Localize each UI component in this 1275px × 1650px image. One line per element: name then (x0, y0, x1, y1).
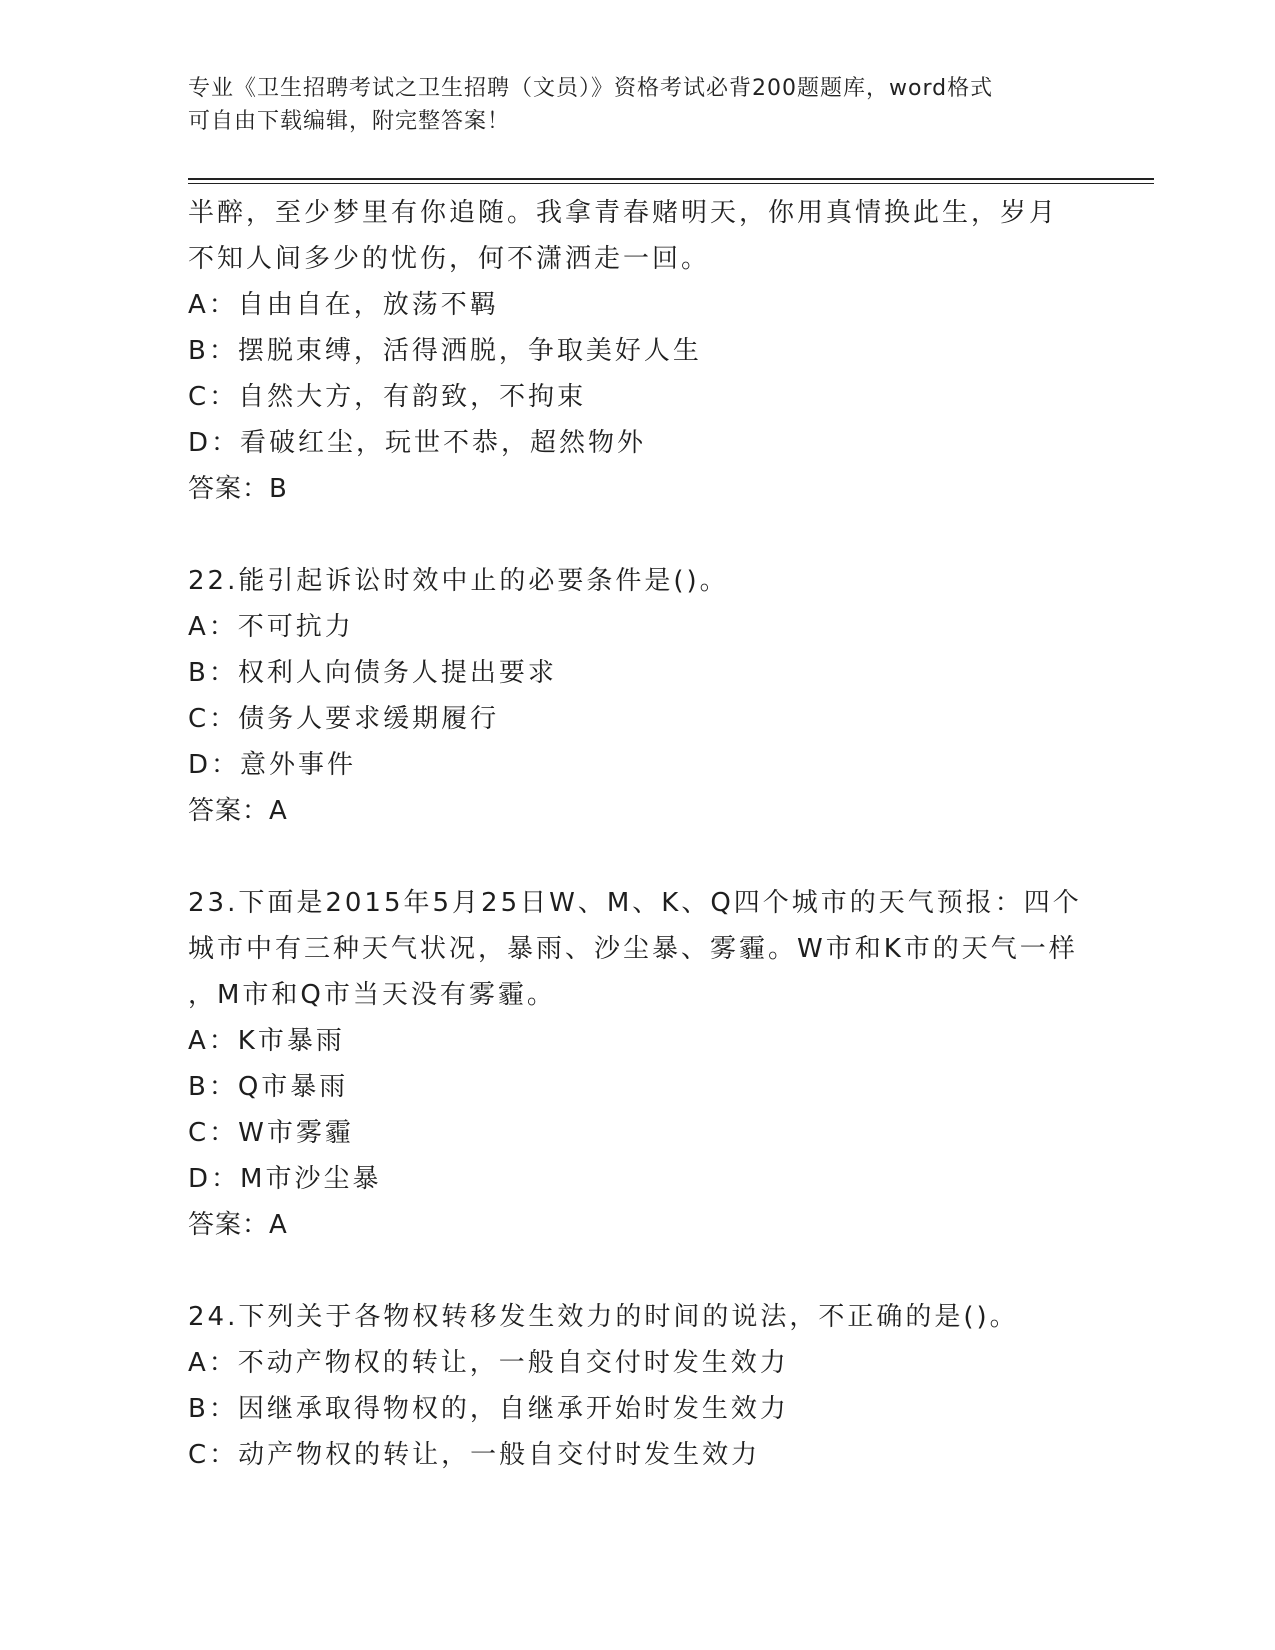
option-a: A：不动产物权的转让，一般自交付时发生效力 (188, 1348, 789, 1378)
question-24 (188, 1294, 1108, 1478)
question-stem-line: 半醉，至少梦里有你追随。我拿青春赌明天，你用真情换此生，岁月 (188, 198, 1059, 228)
option-a: A：K市暴雨 (188, 1026, 345, 1056)
question-22 (188, 558, 1108, 834)
answer-line: 答案：A (188, 1210, 288, 1240)
answer-line: 答案：A (188, 796, 288, 826)
question-21-continuation (188, 190, 1108, 512)
document-header (188, 72, 1088, 138)
answer-line: 答案：B (188, 474, 288, 504)
question-content (188, 190, 1108, 1478)
option-c: C：自然大方，有韵致，不拘束 (188, 382, 587, 412)
option-d: D：看破红尘，玩世不恭，超然物外 (188, 428, 647, 458)
option-c: C：债务人要求缓期履行 (188, 704, 500, 734)
header-divider-thick (188, 178, 1154, 180)
option-c: C：动产物权的转让，一般自交付时发生效力 (188, 1440, 761, 1470)
header-title-line-2: 可自由下载编辑，附完整答案！ (188, 109, 511, 134)
option-b: B：权利人向债务人提出要求 (188, 658, 557, 688)
option-d: D：M市沙尘暴 (188, 1164, 382, 1194)
question-stem-line: 23.下面是2015年5月25日W、M、K、Q四个城市的天气预报：四个 (188, 888, 1082, 918)
question-stem-line: 24.下列关于各物权转移发生效力的时间的说法，不正确的是()。 (188, 1302, 1019, 1332)
question-stem-line: ，M市和Q市当天没有雾霾。 (188, 980, 556, 1010)
option-b: B：因继承取得物权的，自继承开始时发生效力 (188, 1394, 789, 1424)
option-a: A：自由自在，放荡不羁 (188, 290, 499, 320)
question-23 (188, 880, 1108, 1248)
option-c: C：W市雾霾 (188, 1118, 354, 1148)
header-divider-thin (188, 183, 1154, 184)
question-stem-line: 不知人间多少的忧伤，何不潇洒走一回。 (188, 244, 711, 274)
option-b: B：摆脱束缚，活得洒脱，争取美好人生 (188, 336, 702, 366)
header-title-line-1: 专业《卫生招聘考试之卫生招聘（文员）》资格考试必背200题题库，word格式 (188, 76, 994, 101)
question-stem-line: 22.能引起诉讼时效中止的必要条件是()。 (188, 566, 729, 596)
option-a: A：不可抗力 (188, 612, 354, 642)
question-stem-line: 城市中有三种天气状况，暴雨、沙尘暴、雾霾。W市和K市的天气一样 (188, 934, 1078, 964)
option-d: D：意外事件 (188, 750, 357, 780)
option-b: B：Q市暴雨 (188, 1072, 349, 1102)
